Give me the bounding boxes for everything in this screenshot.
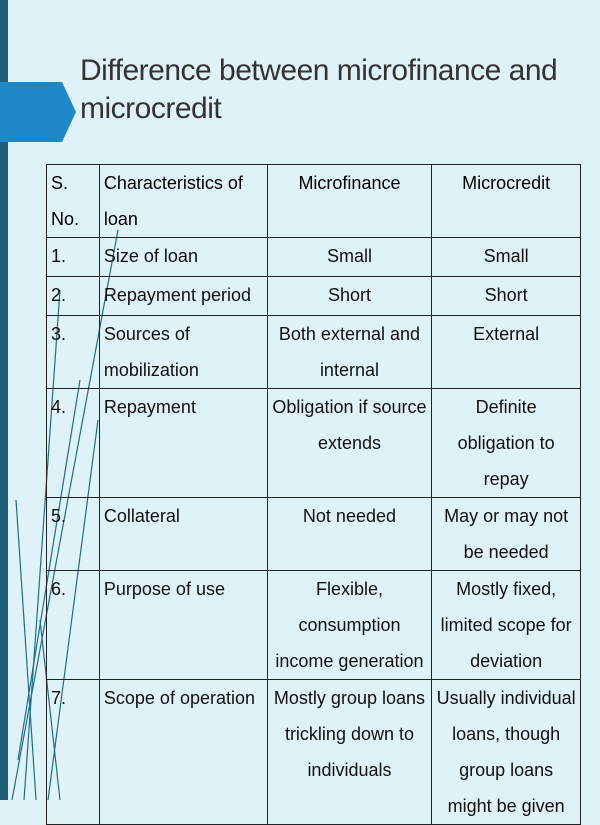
cell-s-no: 5. xyxy=(47,498,100,571)
cell-microcredit: Small xyxy=(432,238,581,277)
cell-microfinance: Obligation if source extends xyxy=(267,389,432,498)
cell-characteristic: Sources of mobilization xyxy=(99,316,267,389)
cell-s-no: 2. xyxy=(47,277,100,316)
header-microfinance: Microfinance xyxy=(267,165,432,238)
cell-microfinance: Flexible, consumption income generation xyxy=(267,571,432,680)
cell-microcredit: Mostly fixed, limited scope for deviation xyxy=(432,571,581,680)
cell-microcredit: Short xyxy=(432,277,581,316)
cell-s-no: 1. xyxy=(47,238,100,277)
table-row xyxy=(47,389,581,498)
cell-microfinance: Not needed xyxy=(267,498,432,571)
table-row xyxy=(47,277,581,316)
table-row xyxy=(47,316,581,389)
cell-microfinance: Small xyxy=(267,238,432,277)
header-microcredit: Microcredit xyxy=(432,165,581,238)
table-row xyxy=(47,680,581,825)
cell-microfinance: Both external and internal xyxy=(267,316,432,389)
cell-microcredit: May or may not be needed xyxy=(432,498,581,571)
cell-characteristic: Repayment xyxy=(99,389,267,498)
comparison-table xyxy=(46,164,581,825)
cell-microcredit: External xyxy=(432,316,581,389)
header-characteristics: Characteristics of loan xyxy=(99,165,267,238)
slide-title: Difference between microfinance and microcredit xyxy=(80,54,558,125)
cell-microfinance: Mostly group loans trickling down to individuals xyxy=(267,680,432,825)
cell-s-no: 6. xyxy=(47,571,100,680)
table-row xyxy=(47,238,581,277)
cell-s-no: 7. xyxy=(47,680,100,825)
title-arrow-tab xyxy=(0,82,76,142)
cell-characteristic: Repayment period xyxy=(99,277,267,316)
cell-characteristic: Size of loan xyxy=(99,238,267,277)
cell-microfinance: Short xyxy=(267,277,432,316)
cell-characteristic: Scope of operation xyxy=(99,680,267,825)
table-row xyxy=(47,498,581,571)
cell-s-no: 3. xyxy=(47,316,100,389)
table-row xyxy=(47,571,581,680)
cell-microcredit: Definite obligation to repay xyxy=(432,389,581,498)
cell-characteristic: Collateral xyxy=(99,498,267,571)
header-s-no: S. No. xyxy=(47,165,100,238)
table-header-row xyxy=(47,165,581,238)
cell-characteristic: Purpose of use xyxy=(99,571,267,680)
cell-microcredit: Usually individual loans, though group loans might be given xyxy=(432,680,581,825)
cell-s-no: 4. xyxy=(47,389,100,498)
